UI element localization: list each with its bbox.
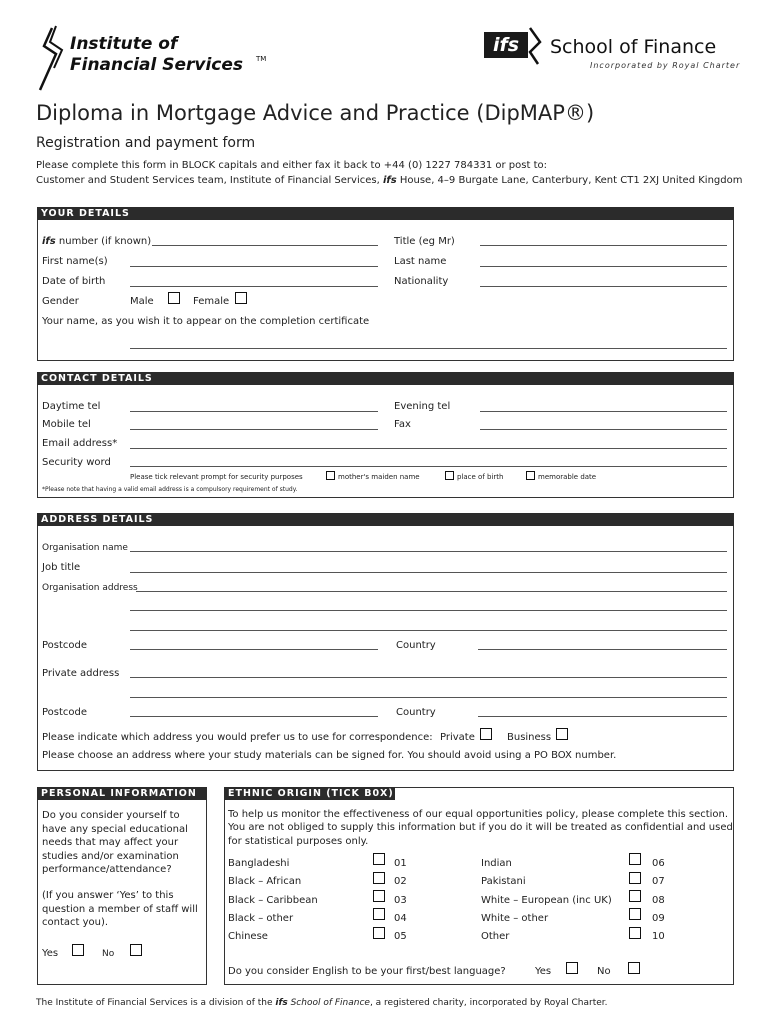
first-names-label: First name(s) (42, 256, 108, 267)
ethnic-option-code: 04 (394, 913, 407, 924)
english-yes-checkbox[interactable] (566, 962, 578, 974)
iofs-logo-line1: Institute of (70, 34, 178, 54)
ifs-number-label (42, 236, 151, 247)
ethnic-option-code: 05 (394, 931, 407, 942)
ethnic-option-label: White – other (481, 913, 549, 924)
evening-tel-label: Evening tel (394, 401, 451, 412)
job-title-label: Job title (42, 562, 81, 573)
ethnic-option-code: 09 (652, 913, 665, 924)
ethnic-option-code: 06 (652, 858, 665, 869)
mobile-tel-field[interactable] (130, 429, 378, 430)
security-word-label: Security word (42, 457, 111, 468)
org-address-field-3[interactable] (130, 630, 727, 631)
postcode-2-label: Postcode (42, 707, 88, 718)
signing-note: Please choose an address where your study materials can be signed for. You should avoid using a PO BOX number. (42, 750, 617, 761)
ethnic-option-label: Bangladeshi (228, 858, 290, 869)
private-address-field-1[interactable] (130, 677, 727, 678)
ethnic-option-checkbox[interactable] (629, 908, 641, 920)
footer-school: School of Finance (287, 998, 370, 1008)
ethnic-option-label: Indian (481, 858, 512, 869)
intro-line-1: Please complete this form in BLOCK capitals and either fax it back to +44 (0) 1227 784331 or post to: (36, 160, 547, 171)
title-label: Title (eg Mr) (394, 236, 455, 247)
intro-line-2 (36, 175, 742, 186)
evening-tel-field[interactable] (480, 411, 727, 412)
ifs-number-field[interactable] (152, 245, 378, 246)
iofs-tm: TM (256, 55, 267, 63)
iofs-logo-line2: Financial Services (70, 55, 244, 75)
ethnic-option-checkbox[interactable] (373, 890, 385, 902)
address-details-heading: ADDRESS DETAILS (37, 513, 734, 526)
ethnic-option-code: 08 (652, 895, 665, 906)
ethnic-option-label: Black – Caribbean (228, 895, 318, 906)
security-prompt: Please tick relevant prompt for security purposes (130, 473, 303, 481)
memorable-date-label: memorable date (538, 473, 597, 481)
ethnic-option-checkbox[interactable] (373, 853, 385, 865)
ethnic-option-code: 03 (394, 895, 407, 906)
intro-line-2-pre: Customer and Student Services team, Institute of Financial Services, (36, 175, 383, 186)
job-title-field[interactable] (130, 572, 727, 573)
sen-no-checkbox[interactable] (130, 944, 142, 956)
ethnic-option-checkbox[interactable] (629, 853, 641, 865)
sen-yes-label: Yes (42, 948, 59, 959)
daytime-tel-field[interactable] (130, 411, 378, 412)
english-no-label: No (597, 966, 611, 977)
last-name-field[interactable] (480, 266, 727, 267)
ethnic-option-checkbox[interactable] (629, 927, 641, 939)
dob-field[interactable] (130, 286, 378, 287)
email-note: *Please note that having a valid email address is a compulsory requirement of study. (42, 486, 298, 493)
footer-ifs: ifs (275, 998, 288, 1008)
english-no-checkbox[interactable] (628, 962, 640, 974)
birthplace-label: place of birth (457, 473, 504, 481)
ethnic-option-label: Chinese (228, 931, 268, 942)
org-name-label: Organisation name (42, 543, 128, 553)
contact-details-heading: CONTACT DETAILS (37, 372, 734, 385)
ethnic-intro-line-3: for statistical purposes only. (228, 836, 369, 847)
ethnic-option-label: Black – African (228, 876, 302, 887)
birthplace-checkbox[interactable] (445, 471, 454, 480)
country-1-label: Country (396, 640, 436, 651)
intro-line-2-post: House, 4–9 Burgate Lane, Canterbury, Kent CT1 2XJ United Kingdom (396, 175, 743, 186)
first-names-field[interactable] (130, 266, 378, 267)
your-details-heading: YOUR DETAILS (37, 207, 734, 220)
country-2-label: Country (396, 707, 436, 718)
iofs-logo (36, 24, 276, 96)
female-checkbox[interactable] (235, 292, 247, 304)
mobile-tel-label: Mobile tel (42, 419, 91, 430)
page-title: Diploma in Mortgage Advice and Practice (DipMAP®) (36, 101, 595, 125)
ifs-number-label-rest: number (if known) (55, 236, 152, 247)
ethnic-option-code: 07 (652, 876, 665, 887)
email-field[interactable] (130, 448, 727, 449)
school-name: School of Finance (550, 36, 717, 58)
footer-note (36, 998, 608, 1008)
country-1-field[interactable] (478, 649, 727, 650)
correspondence-label: Please indicate which address you would prefer us to use for correspondence: (42, 732, 433, 743)
org-address-label: Organisation address (42, 583, 138, 593)
business-checkbox[interactable] (556, 728, 568, 740)
ethnic-option-checkbox[interactable] (373, 908, 385, 920)
ethnic-option-label: Pakistani (481, 876, 526, 887)
personal-info-question: Do you consider yourself to have any special educational needs that may affect your studies and/or examination performance/attendance? (42, 810, 188, 875)
ifs-badge (484, 32, 528, 58)
personal-info-heading: PERSONAL INFORMATION (37, 787, 207, 800)
org-address-field-1[interactable] (136, 591, 727, 592)
iofs-emblem-icon (36, 24, 74, 96)
title-field[interactable] (480, 245, 727, 246)
ethnic-option-checkbox[interactable] (373, 927, 385, 939)
ethnic-option-label: Black – other (228, 913, 294, 924)
nationality-field[interactable] (480, 286, 727, 287)
intro-line-2-ifs: ifs (382, 175, 397, 186)
daytime-tel-label: Daytime tel (42, 401, 101, 412)
postcode-1-label: Postcode (42, 640, 88, 651)
ifs-badge-text: ifs (492, 34, 520, 56)
ifs-school-logo (484, 26, 740, 78)
postcode-2-field[interactable] (130, 716, 378, 717)
personal-info-followup: (If you answer ‘Yes’ to this question a member of staff will contact you). (42, 890, 198, 928)
last-name-label: Last name (394, 256, 447, 267)
ethnic-option-label: White – European (inc UK) (481, 895, 612, 906)
security-word-field[interactable] (130, 466, 727, 467)
gender-label: Gender (42, 296, 79, 307)
private-address-label: Private address (42, 668, 120, 679)
ethnic-option-checkbox[interactable] (629, 872, 641, 884)
maiden-name-checkbox[interactable] (326, 471, 335, 480)
country-2-field[interactable] (478, 716, 727, 717)
maiden-name-label: mother's maiden name (338, 473, 420, 481)
your-details-section (37, 207, 734, 361)
female-label: Female (193, 296, 230, 307)
org-name-field[interactable] (130, 551, 727, 552)
ethnic-option-checkbox[interactable] (373, 872, 385, 884)
fax-label: Fax (394, 419, 411, 430)
ifs-swoosh-icon (524, 26, 546, 66)
school-tagline: Incorporated by Royal Charter (590, 61, 741, 70)
postcode-1-field[interactable] (130, 649, 378, 650)
private-option-label: Private (440, 732, 475, 743)
ethnic-intro-line-1: To help us monitor the effectiveness of our equal opportunities policy, please complete this section. (228, 809, 729, 820)
english-question: Do you consider English to be your first/best language? (228, 966, 506, 977)
email-label: Email address* (42, 438, 118, 449)
private-address-field-2[interactable] (130, 697, 727, 698)
ethnic-intro-line-2: You are not obliged to supply this information but if you do it will be treated as confidential and used (228, 822, 733, 833)
private-checkbox[interactable] (480, 728, 492, 740)
certificate-name-label: Your name, as you wish it to appear on the completion certificate (42, 316, 370, 327)
ethnic-option-code: 10 (652, 931, 665, 942)
ethnic-option-code: 01 (394, 858, 407, 869)
ethnic-origin-heading: ETHNIC ORIGIN (TICK B0X) (224, 787, 395, 800)
org-address-field-2[interactable] (130, 610, 727, 611)
fax-field[interactable] (480, 429, 727, 430)
male-checkbox[interactable] (168, 292, 180, 304)
ifs-number-label-em: ifs (42, 236, 56, 247)
memorable-date-checkbox[interactable] (526, 471, 535, 480)
page-subtitle: Registration and payment form (36, 135, 256, 151)
ethnic-option-checkbox[interactable] (629, 890, 641, 902)
certificate-name-field[interactable] (130, 348, 727, 349)
dob-label: Date of birth (42, 276, 106, 287)
nationality-label: Nationality (394, 276, 449, 287)
ethnic-option-code: 02 (394, 876, 407, 887)
english-yes-label: Yes (535, 966, 552, 977)
footer-post: , a registered charity, incorporated by Royal Charter. (369, 998, 608, 1008)
male-label: Male (130, 296, 154, 307)
ethnic-option-label: Other (481, 931, 510, 942)
sen-yes-checkbox[interactable] (72, 944, 84, 956)
business-option-label: Business (507, 732, 552, 743)
footer-pre: The Institute of Financial Services is a division of the (36, 998, 276, 1008)
sen-no-label: No (102, 949, 115, 959)
